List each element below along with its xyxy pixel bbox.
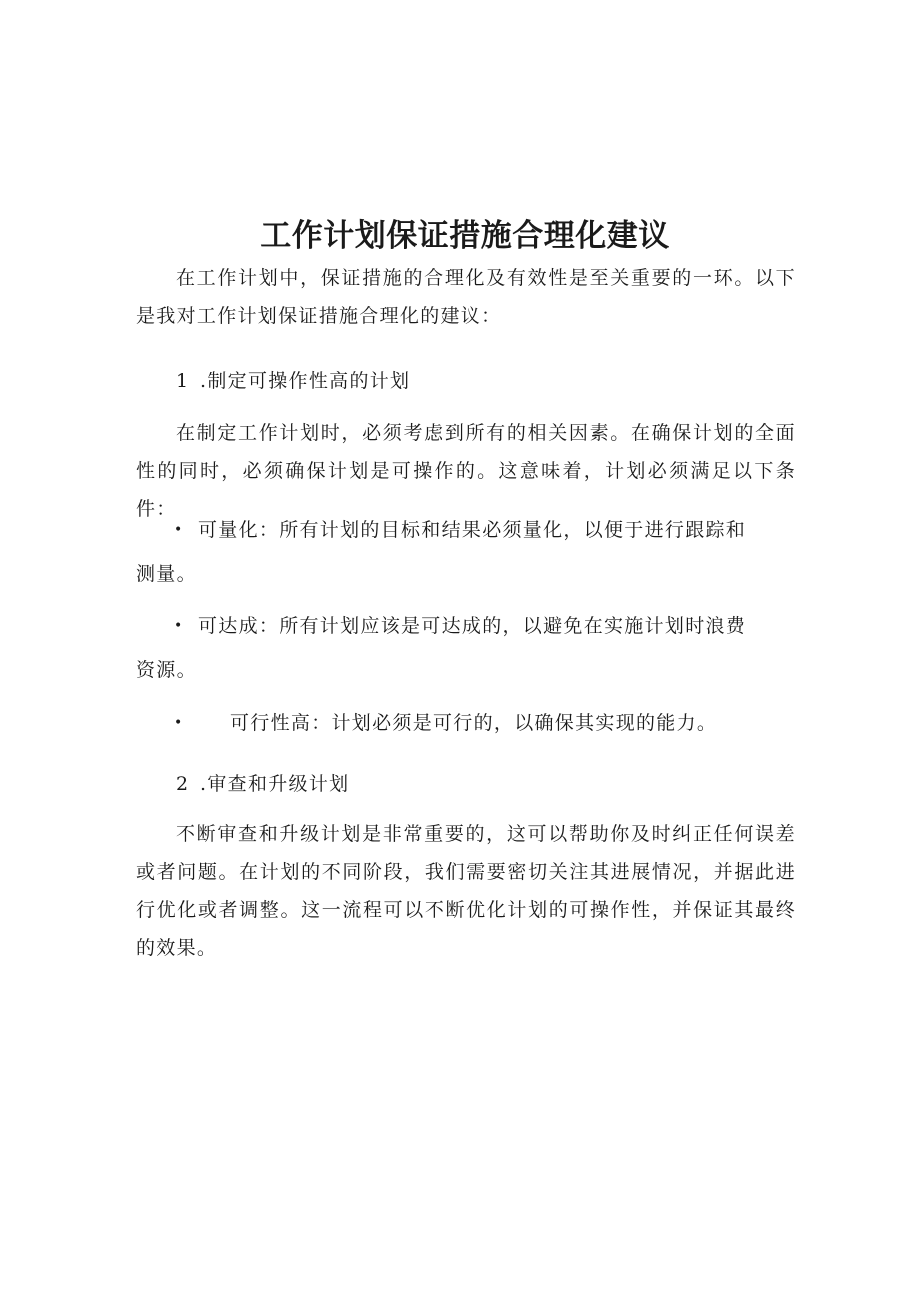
bullet-text: 可量化：所有计划的目标和结果必须量化，以便于进行跟踪和测量。: [136, 519, 747, 585]
bullet-item: [136, 604, 766, 692]
section-1-heading: [176, 362, 410, 400]
section-2-heading: [176, 765, 349, 803]
section-1-body: 在制定工作计划时，必须考虑到所有的相关因素。在确保计划的全面性的同时，必须确保计划是可操作的。这意味着，计划必须满足以下条件：: [136, 422, 796, 520]
bullet-marker: •: [174, 618, 184, 634]
section-2-heading-text: .审查和升级计划: [200, 773, 350, 795]
section-2-number: 2: [176, 773, 190, 795]
bullet-item: [136, 701, 766, 745]
section-2-body: 不断审查和升级计划是非常重要的，这可以帮助你及时纠正任何误差或者问题。在计划的不同阶段，我们需要密切关注其进展情况，并据此进行优化或者调整。这一流程可以不断优化计划的可操作性，并保证其最终的效果。: [136, 823, 796, 959]
bullet-marker: •: [174, 522, 184, 538]
bullet-item: [136, 508, 766, 596]
section-1-number: 1: [176, 370, 190, 392]
bullet-marker: •: [174, 715, 184, 731]
intro-paragraph: 在工作计划中，保证措施的合理化及有效性是至关重要的一环。以下是我对工作计划保证措施合理化的建议：: [136, 267, 796, 327]
document-title: 工作计划保证措施合理化建议: [260, 218, 670, 254]
bullet-text: 可行性高：计划必须是可行的，以确保其实现的能力。: [230, 712, 718, 734]
bullet-text: 可达成：所有计划应该是可达成的，以避免在实施计划时浪费资源。: [136, 615, 747, 681]
section-1-heading-text: .制定可操作性高的计划: [200, 370, 411, 392]
